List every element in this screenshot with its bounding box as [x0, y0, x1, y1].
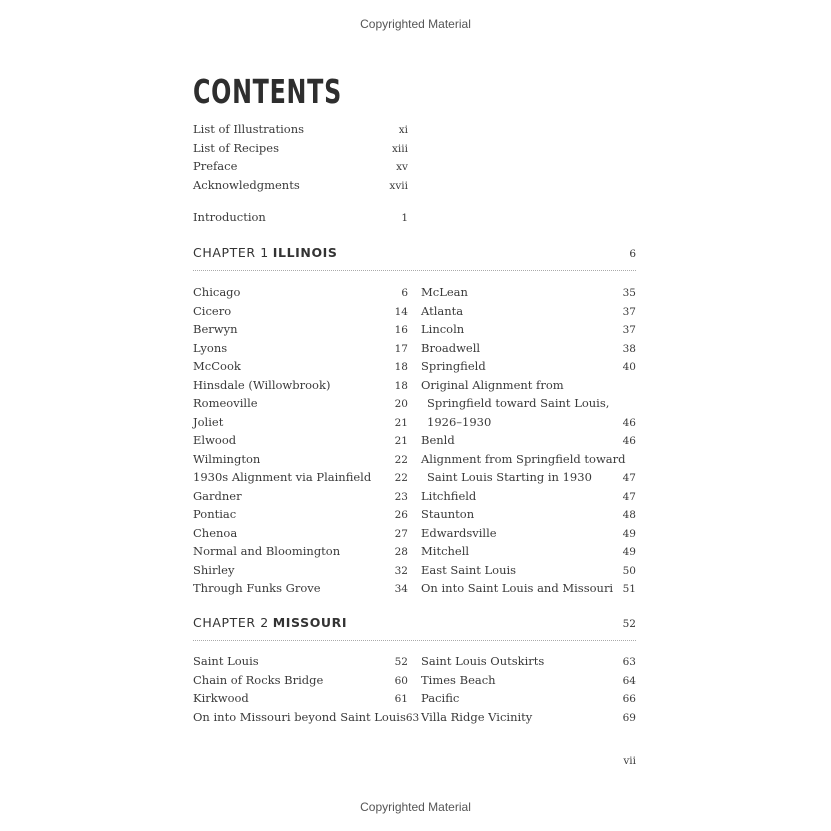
entry-page: xiii [392, 142, 408, 155]
entry-label: Saint Louis Outskirts [421, 654, 545, 668]
entry-page: 61 [394, 693, 408, 705]
toc-entry[interactable] [193, 178, 408, 197]
entry-page: 14 [394, 305, 408, 318]
entry-label: Cicero [193, 303, 232, 318]
entry-page: 6 [401, 287, 408, 299]
entry-label: Romeoville [193, 396, 258, 410]
toc-entry[interactable] [421, 433, 636, 452]
toc-entry[interactable] [193, 654, 408, 673]
entry-label: Alignment from Springfield toward [421, 451, 626, 466]
entry-label: Staunton [421, 507, 475, 521]
entry-label: Introduction [193, 210, 266, 224]
entry-label: Berwyn [193, 322, 238, 336]
entry-label: Lincoln [421, 322, 465, 336]
entry-page: 21 [394, 435, 408, 447]
entry-label: East Saint Louis [421, 562, 517, 577]
toc-entry[interactable] [421, 452, 636, 471]
entry-page: 50 [622, 564, 636, 577]
entry-page: 18 [394, 379, 408, 392]
entry-page: 60 [394, 674, 408, 687]
entry-label: Original Alignment from [421, 377, 564, 392]
toc-entry[interactable] [421, 378, 636, 397]
entry-page: 17 [394, 342, 408, 355]
chapter-2-name: MISSOURI [272, 615, 348, 630]
entry-label: Chain of Rocks Bridge [193, 672, 324, 687]
entry-page: 63 [405, 711, 420, 724]
entry-page: xvii [389, 179, 408, 192]
entry-page: 49 [622, 546, 636, 558]
entry-page: 16 [394, 324, 408, 336]
entry-page: 48 [622, 509, 636, 521]
entry-page: 1 [401, 212, 408, 224]
chapter-1-heading[interactable] [193, 245, 636, 260]
entry-label: Normal and Bloomington [193, 544, 341, 558]
entry-label: Kirkwood [193, 691, 249, 705]
entry-page: 51 [622, 583, 636, 595]
entry-page: 34 [394, 583, 408, 595]
entry-label: Saint Louis Starting in 1930 [427, 470, 592, 484]
entry-label: Pontiac [193, 507, 237, 521]
entry-label: Atlanta [421, 303, 464, 318]
toc-entry[interactable] [193, 433, 408, 452]
entry-label: Hinsdale (Willowbrook) [193, 377, 331, 392]
toc-entry[interactable] [421, 322, 636, 341]
toc-entry-continued[interactable] [421, 415, 636, 434]
toc-entry[interactable] [193, 709, 420, 729]
entry-label: Broadwell [421, 340, 481, 355]
entry-label: McLean [421, 285, 468, 299]
entry-label: Litchfield [421, 488, 477, 503]
chapter-1-right-column [421, 285, 636, 600]
entry-label: On into Missouri beyond Saint Louis [193, 709, 406, 724]
entry-page: 35 [622, 287, 636, 299]
copyright-footer: Copyrighted Material [360, 800, 471, 814]
entry-label: McCook [193, 359, 241, 373]
entry-page: 47 [622, 490, 636, 503]
entry-page: 21 [394, 416, 408, 429]
chapter-2-left-column [193, 654, 420, 728]
toc-entry[interactable] [193, 673, 408, 692]
entry-page: 28 [394, 546, 408, 558]
entry-page: 32 [394, 564, 408, 577]
entry-label: Villa Ridge Vicinity [421, 709, 533, 724]
toc-entry[interactable] [421, 341, 636, 360]
entry-label: Shirley [193, 562, 235, 577]
entry-page: 38 [622, 342, 636, 355]
entry-label: Chenoa [193, 525, 238, 540]
entry-label: 1926–1930 [427, 414, 492, 429]
entry-label: Saint Louis [193, 654, 259, 668]
entry-page: 37 [622, 324, 636, 336]
chapter-1-prefix: CHAPTER 1 [193, 245, 269, 260]
entry-label: List of Illustrations [193, 122, 305, 136]
toc-entry[interactable] [421, 691, 636, 710]
toc-entry[interactable] [421, 489, 636, 508]
toc-entry[interactable] [193, 691, 408, 710]
entry-page: 37 [622, 305, 636, 318]
entry-label: Lyons [193, 340, 228, 355]
toc-entry[interactable] [421, 285, 636, 304]
toc-entry[interactable] [421, 673, 636, 692]
entry-page: 63 [622, 656, 636, 668]
entry-page: 46 [622, 435, 636, 447]
chapter-1-divider [193, 270, 636, 271]
chapter-1-left-column [193, 285, 408, 600]
chapter-2-heading[interactable] [193, 615, 636, 630]
chapter-2-page: 52 [622, 618, 636, 630]
toc-entry[interactable] [193, 396, 408, 415]
entry-label: Joliet [193, 414, 224, 429]
entry-label: Elwood [193, 433, 237, 447]
entry-page: 20 [394, 398, 408, 410]
entry-label: Benld [421, 433, 455, 447]
toc-entry[interactable] [193, 452, 408, 471]
entry-page: 47 [622, 472, 636, 484]
entry-label: Times Beach [421, 672, 496, 687]
entry-label: Wilmington [193, 451, 261, 466]
entry-page: xi [398, 124, 408, 136]
entry-label: Pacific [421, 691, 460, 705]
entry-label: Springfield [421, 359, 486, 373]
toc-entry[interactable] [421, 710, 636, 729]
toc-entry[interactable] [193, 122, 408, 141]
toc-entry[interactable] [421, 507, 636, 526]
front-matter-list [193, 122, 408, 196]
entry-page: xv [396, 161, 408, 173]
toc-entry[interactable] [193, 322, 408, 341]
entry-page: 22 [394, 453, 408, 466]
toc-entry[interactable] [193, 285, 408, 304]
toc-entry[interactable] [193, 159, 408, 178]
toc-entry[interactable] [193, 304, 408, 323]
toc-entry[interactable] [193, 507, 408, 526]
toc-entry[interactable] [193, 341, 408, 360]
page-title: CONTENTS [193, 72, 342, 111]
entry-label: Springfield toward Saint Louis, [427, 396, 610, 410]
chapter-1-title [193, 245, 338, 260]
entry-label: Chicago [193, 285, 241, 299]
chapter-1-page: 6 [629, 248, 636, 260]
toc-entry[interactable] [421, 563, 636, 582]
toc-entry[interactable] [421, 304, 636, 323]
entry-page: 69 [622, 711, 636, 724]
toc-entry[interactable] [193, 489, 408, 508]
toc-entry[interactable] [421, 654, 636, 673]
entry-label: On into Saint Louis and Missouri [421, 581, 614, 595]
chapter-1-name: ILLINOIS [272, 245, 338, 260]
toc-entry[interactable] [421, 544, 636, 563]
toc-entry-continued[interactable] [421, 396, 636, 415]
entry-page: 18 [394, 361, 408, 373]
entry-page: 46 [622, 416, 636, 429]
toc-entry[interactable] [421, 359, 636, 378]
toc-entry[interactable] [193, 470, 408, 489]
chapter-2-title [193, 615, 347, 630]
toc-entry[interactable] [193, 378, 408, 397]
chapter-2-divider [193, 640, 636, 641]
entry-label: Acknowledgments [193, 177, 300, 192]
entry-page: 22 [394, 472, 408, 484]
entry-page: 52 [394, 656, 408, 668]
toc-entry-introduction[interactable] [193, 210, 408, 229]
entry-label: Edwardsville [421, 525, 497, 540]
toc-entry[interactable] [193, 526, 408, 545]
entry-page: 23 [394, 490, 408, 503]
entry-label: 1930s Alignment via Plainfield [193, 470, 372, 484]
chapter-2-right-column [421, 654, 636, 728]
entry-label: Through Funks Grove [193, 581, 321, 595]
toc-entry-continued[interactable] [421, 470, 636, 489]
entry-page: 40 [622, 361, 636, 373]
toc-entry[interactable] [193, 563, 408, 582]
entry-page: 66 [622, 693, 636, 705]
introduction-entry-wrap [193, 210, 408, 229]
toc-entry[interactable] [421, 581, 636, 600]
toc-entry[interactable] [193, 359, 408, 378]
toc-entry[interactable] [193, 141, 408, 160]
copyright-header: Copyrighted Material [360, 17, 471, 31]
entry-label: Preface [193, 159, 238, 173]
page-number: vii [623, 755, 636, 767]
toc-entry[interactable] [193, 581, 408, 600]
chapter-2-prefix: CHAPTER 2 [193, 615, 269, 630]
entry-label: List of Recipes [193, 140, 279, 155]
entry-label: Gardner [193, 488, 242, 503]
entry-page: 27 [394, 527, 408, 540]
entry-page: 26 [394, 509, 408, 521]
entry-page: 64 [622, 674, 636, 687]
entry-label: Mitchell [421, 544, 470, 558]
toc-entry[interactable] [193, 544, 408, 563]
entry-page: 49 [622, 527, 636, 540]
toc-entry[interactable] [421, 526, 636, 545]
toc-entry[interactable] [193, 415, 408, 434]
